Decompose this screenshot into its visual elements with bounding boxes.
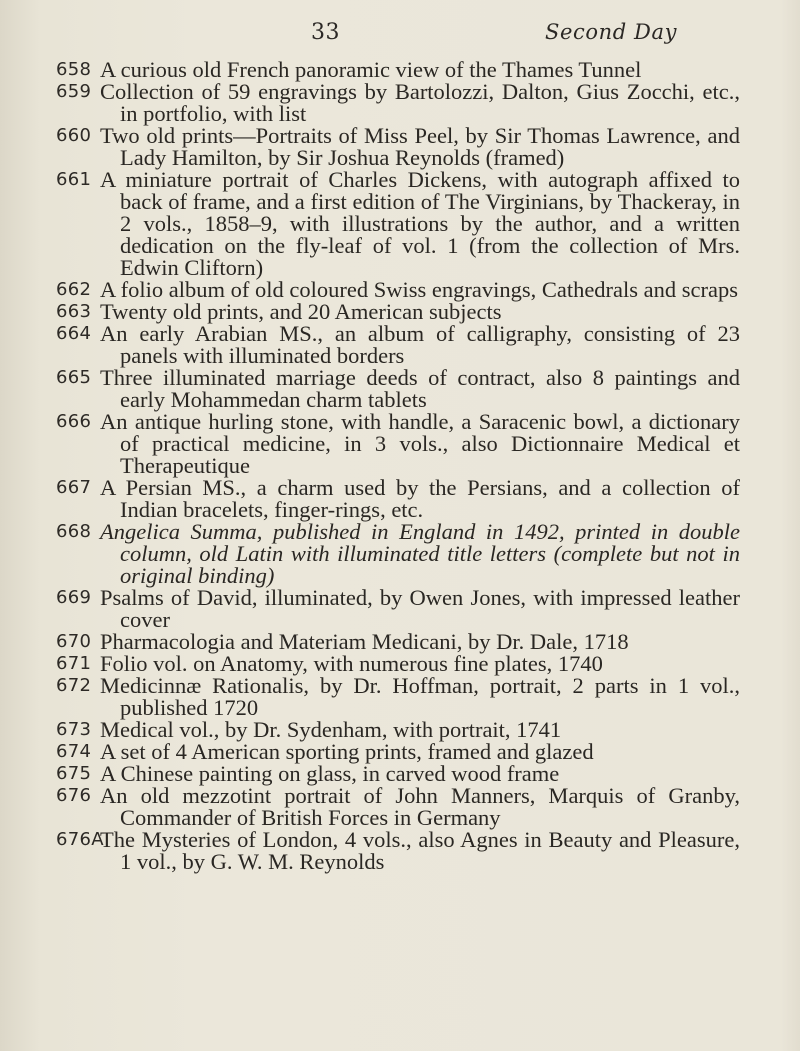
lot-description: Folio vol. on Anatomy, with numerous fine plates, 1740	[100, 651, 603, 676]
lot-description: A set of 4 American sporting prints, framed and glazed	[100, 739, 594, 764]
lot-entry	[0, 829, 800, 873]
lot-entry	[0, 81, 800, 125]
lot-entry	[0, 125, 800, 169]
lot-entry	[0, 301, 800, 323]
lot-entry	[0, 741, 800, 763]
lot-number: 661	[56, 169, 92, 190]
lot-description: The Mysteries of London, 4 vols., also Agnes in Beauty and Pleasure, 1 vol., by G. W. M. Reynolds	[100, 827, 740, 874]
lot-number: 672	[56, 675, 92, 696]
lot-entry	[0, 279, 800, 301]
lot-number: 664	[56, 323, 92, 344]
lot-number: 676A	[56, 829, 104, 850]
running-head: Second Day	[545, 20, 678, 44]
lot-description: Angelica Summa, published in England in 1492, printed in double column, old Latin with illuminated title letters (complete but not in original binding)	[100, 519, 740, 588]
lot-number: 674	[56, 741, 92, 762]
lot-description: An antique hurling stone, with handle, a Saracenic bowl, a dictionary of practical medicine, in 3 vols., also Dictionnaire Medical et Therapeutique	[100, 409, 740, 478]
lot-number: 673	[56, 719, 92, 740]
lot-entry	[0, 411, 800, 477]
lot-description: A folio album of old coloured Swiss engravings, Cathedrals and scraps	[100, 277, 739, 302]
lot-description: Twenty old prints, and 20 American subjects	[100, 299, 502, 324]
lot-entry	[0, 785, 800, 829]
lot-entry	[0, 587, 800, 631]
lot-number: 665	[56, 367, 92, 388]
lot-number: 659	[56, 81, 92, 102]
lot-number: 675	[56, 763, 92, 784]
lot-description: A curious old French panoramic view of the Thames Tunnel	[100, 57, 642, 82]
lot-number: 658	[56, 59, 92, 80]
lot-number: 676	[56, 785, 92, 806]
lot-number: 667	[56, 477, 92, 498]
lot-entry	[0, 59, 800, 81]
lot-number: 669	[56, 587, 92, 608]
lot-description: Pharmacologia and Materiam Medicani, by Dr. Dale, 1718	[100, 629, 629, 654]
lot-entry	[0, 653, 800, 675]
lot-entry	[0, 521, 800, 587]
lot-description: A miniature portrait of Charles Dickens, with autograph affixed to back of frame, and a first edition of The Virginians, by Thackeray, in 2 vols., 1858–9, with illustrations by the author, and a written dedication on the fly-leaf of vol. 1 (from the collection of Mrs. Edwin Cliftorn)	[100, 167, 740, 280]
lot-description: Two old prints—Portraits of Miss Peel, by Sir Thomas Lawrence, and Lady Hamilton, by Sir Joshua Reynolds (framed)	[100, 123, 740, 170]
lot-number: 662	[56, 279, 92, 300]
lot-description: Psalms of David, illuminated, by Owen Jones, with impressed leather cover	[100, 585, 740, 632]
lot-entry	[0, 719, 800, 741]
lot-number: 668	[56, 521, 92, 542]
lot-description: An early Arabian MS., an album of calligraphy, consisting of 23 panels with illuminated borders	[100, 321, 740, 368]
lot-number: 671	[56, 653, 92, 674]
lot-entry	[0, 763, 800, 785]
lot-entry	[0, 367, 800, 411]
page-header	[0, 20, 800, 54]
lot-number: 670	[56, 631, 92, 652]
lot-description: A Persian MS., a charm used by the Persians, and a collection of Indian bracelets, finger-rings, etc.	[100, 475, 740, 522]
lot-entry	[0, 169, 800, 279]
lot-description: Medicinnæ Rationalis, by Dr. Hoffman, portrait, 2 parts in 1 vol., published 1720	[100, 673, 740, 720]
lot-description: Medical vol., by Dr. Sydenham, with portrait, 1741	[100, 717, 562, 742]
lot-number: 660	[56, 125, 92, 146]
lot-number: 663	[56, 301, 92, 322]
lot-description: An old mezzotint portrait of John Manners, Marquis of Granby, Commander of British Forces in Germany	[100, 783, 740, 830]
lot-list	[0, 59, 800, 873]
page-number: 33	[311, 20, 340, 45]
lot-description: Three illuminated marriage deeds of contract, also 8 paintings and early Mohammedan charm tablets	[100, 365, 740, 412]
lot-number: 666	[56, 411, 92, 432]
lot-entry	[0, 477, 800, 521]
lot-entry	[0, 323, 800, 367]
lot-description: A Chinese painting on glass, in carved wood frame	[100, 761, 560, 786]
lot-description: Collection of 59 engravings by Bartolozzi, Dalton, Gius Zocchi, etc., in portfolio, with list	[100, 79, 740, 126]
lot-entry	[0, 675, 800, 719]
lot-entry	[0, 631, 800, 653]
